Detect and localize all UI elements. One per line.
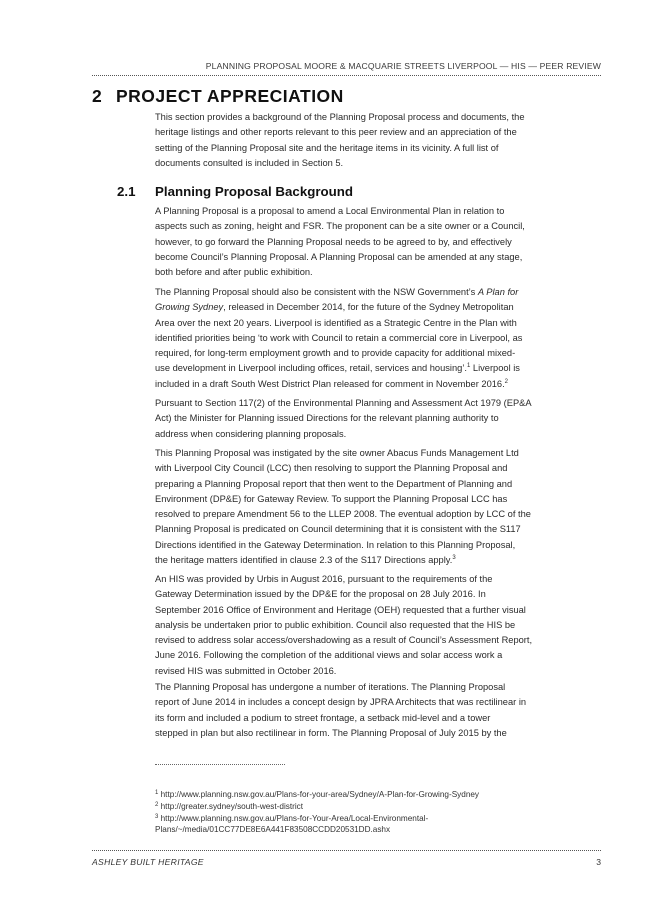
footer-divider <box>92 850 601 851</box>
subsection-heading <box>117 184 353 199</box>
paragraph-4 <box>155 446 600 568</box>
text-run: use development in Liverpool including offices, retail, services and housing’. <box>155 363 467 374</box>
footnote-mark: 2 <box>155 801 159 808</box>
header-divider <box>92 75 601 76</box>
subsection-number: 2.1 <box>117 184 136 199</box>
paragraph-1 <box>155 204 600 280</box>
footnote-separator <box>155 764 285 765</box>
subsection-title: Planning Proposal Background <box>155 184 353 199</box>
text-line: however, to go forward the Planning Proposal needs to be agreed to by, and effectively <box>155 236 512 247</box>
text-line: its form and included a podium to street frontage, a setback mid-level and a tower <box>155 712 491 723</box>
footnote-mark: 3 <box>155 813 159 820</box>
footnote-link[interactable]: http://greater.sydney/south-west-district <box>158 801 304 811</box>
text-line: identified priorities being ‘to work with Council to retain a commercial core in Liverpool, as <box>155 332 523 343</box>
text-line: Gateway Determination issued by the DP&E for the proposal on 28 July 2016. In <box>155 589 486 600</box>
footnote-mark: 1 <box>155 790 159 796</box>
publication-title: Growing Sydney <box>155 302 224 313</box>
text-run: Liverpool is <box>470 363 520 374</box>
text-run: the heritage matters identified in clause 2.3 of the S117 Directions apply. <box>155 555 453 566</box>
paragraph-6 <box>155 680 600 741</box>
running-header: PLANNING PROPOSAL MOORE & MACQUARIE STREETS LIVERPOOL — HIS — PEER REVIEW <box>205 61 601 71</box>
text-line: This Planning Proposal was instigated by the site owner Abacus Funds Management Ltd <box>155 448 519 458</box>
publication-title: A Plan for <box>477 287 519 297</box>
section-number: 2 <box>92 86 103 106</box>
footnote-link[interactable]: http://www.planning.nsw.gov.au/Plans-for-Your-Area/Local-Environmental- <box>158 813 429 823</box>
footnote-link[interactable]: http://www.planning.nsw.gov.au/Plans-for-your-area/Sydney/A-Plan-for-Growing-Sydney <box>158 790 480 799</box>
text-line: Area over the next 20 years. Liverpool is identified as a Strategic Centre in the Plan with <box>155 317 517 328</box>
text-line: The Planning Proposal has undergone a number of iterations. The Planning Proposal <box>155 682 506 692</box>
section-intro <box>155 110 600 171</box>
text-line: revised to address solar access/overshadowing as a result of Council’s Assessment Report, <box>155 635 533 646</box>
text-line: resolved to prepare Amendment 56 to the LLEP 2008. The eventual adoption by LCC of the <box>155 509 531 520</box>
text-line <box>155 377 600 392</box>
text-run: , released in December 2014, for the future of the Sydney Metropolitan <box>223 302 514 313</box>
text-line: setting of the Planning Proposal site and the heritage items in its vicinity. A full list of <box>155 142 499 153</box>
text-line: stepped in plan but also rectilinear in form. The Planning Proposal of July 2015 by the <box>155 727 507 738</box>
footer-publisher: ASHLEY BUILT HERITAGE <box>92 857 204 867</box>
text-line: analysis be undertaken prior to public exhibition. Council also requested that the HIS be <box>155 619 516 630</box>
text-line: This section provides a background of the Planning Proposal process and documents, the <box>155 112 525 122</box>
footnote-3-continued[interactable]: Plans/~/media/01CC77DE8E6A441F83508CCDD20531DD.ashx <box>155 825 391 835</box>
text-line: address when considering planning proposals. <box>155 428 347 439</box>
text-run: The Planning Proposal should also be consistent with the NSW Government’s <box>155 287 478 297</box>
paragraph-5 <box>155 572 600 679</box>
text-line: A Planning Proposal is a proposal to amend a Local Environmental Plan in relation to <box>155 206 505 216</box>
paragraph-3 <box>155 396 600 442</box>
footnote-2 <box>155 801 600 813</box>
section-title: PROJECT APPRECIATION <box>116 86 344 106</box>
text-line: report of June 2014 in includes a concept design by JPRA Architects that was rectilinear in <box>155 697 527 708</box>
text-line: Environment (DP&E) for Gateway Review. To support the Planning Proposal LCC has <box>155 493 508 504</box>
text-line: revised HIS was submitted in October 2016. <box>155 665 337 676</box>
text-line: September 2016 Office of Environment and Heritage (OEH) requested that a further visual <box>155 604 526 615</box>
text-line: documents consulted is included in Section 5. <box>155 157 344 168</box>
footnote-3 <box>155 813 600 825</box>
footnote-reference: 3 <box>452 555 456 562</box>
text-line <box>155 285 600 300</box>
text-line <box>155 553 600 568</box>
text-line: Planning Proposal is predicated on Council determining that it is consistent with the S117 <box>155 524 521 535</box>
text-line: heritage listings and other reports relevant to this peer review and an appreciation of the <box>155 127 517 138</box>
text-line: with Liverpool City Council (LCC) then resolving to support the Planning Proposal and <box>155 463 508 474</box>
footnote-1 <box>155 789 600 801</box>
text-run: included in a draft South West District Plan released for comment in November 2016. <box>155 378 505 389</box>
text-line <box>155 300 600 315</box>
text-line: required, for long-term employment growth and to provide capacity for additional mixed- <box>155 348 516 359</box>
text-line: become Council’s Planning Proposal. A Planning Proposal can be amended at any stage, <box>155 251 523 262</box>
footnotes <box>155 789 600 836</box>
text-line: Act) the Minister for Planning issued Directions for the relevant planning authority to <box>155 413 499 424</box>
paragraph-2 <box>155 285 600 392</box>
text-line: Pursuant to Section 117(2) of the Environmental Planning and Assessment Act 1979 (EP&A <box>155 398 532 408</box>
text-line: An HIS was provided by Urbis in August 2016, pursuant to the requirements of the <box>155 574 493 584</box>
text-line: aspects such as zoning, height and FSR. The proponent can be a site owner or a Council, <box>155 221 525 232</box>
text-line <box>155 361 600 376</box>
text-line: Directions identified in the Gateway Determination. In relation to this Planning Proposal, <box>155 539 516 550</box>
footnote-reference: 1 <box>466 363 471 370</box>
text-line: preparing a Planning Proposal report that then went to the Department of Planning and <box>155 478 513 489</box>
section-heading <box>92 86 344 107</box>
footnote-reference: 2 <box>504 378 509 385</box>
text-line: June 2016. Following the completion of the additional views and solar access work a <box>155 650 503 661</box>
text-line: both before and after public exhibition. <box>155 267 313 278</box>
page-number: 3 <box>596 857 601 867</box>
